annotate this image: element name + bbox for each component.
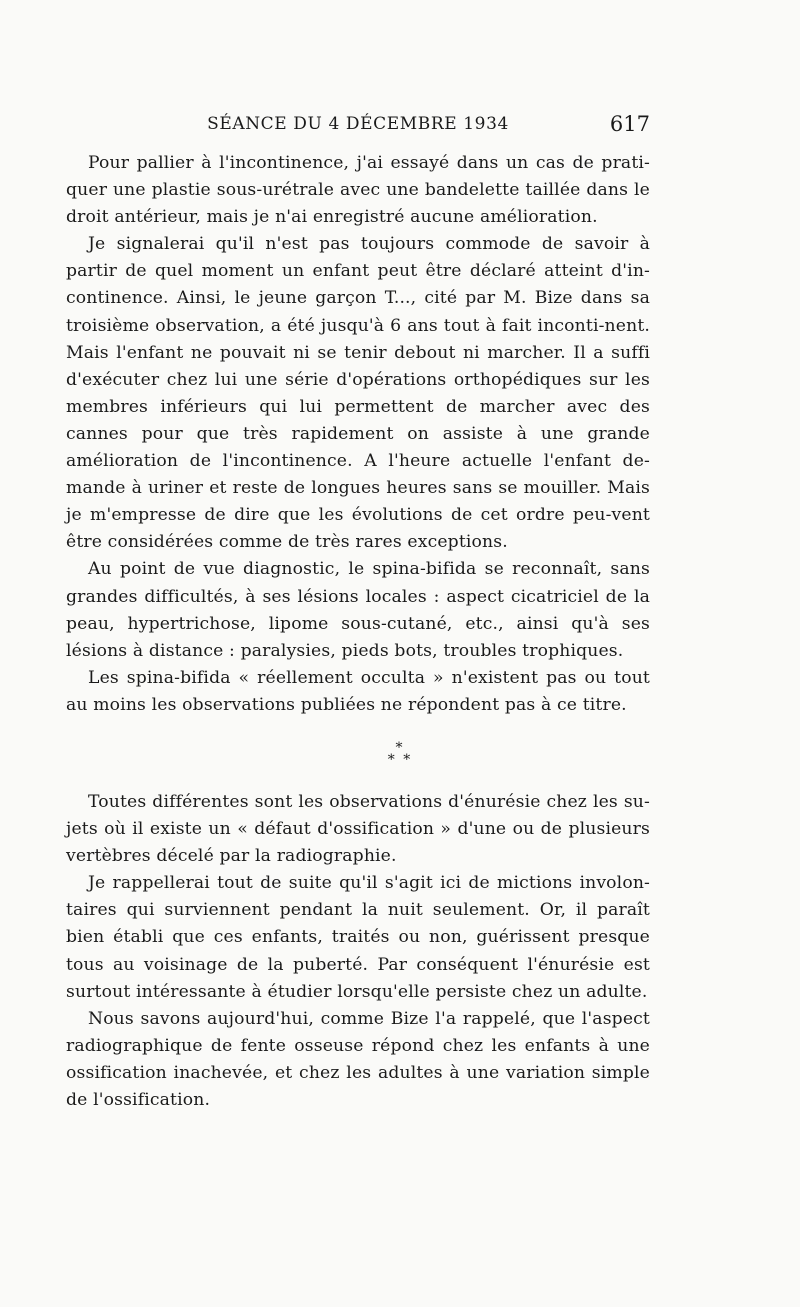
running-title: SÉANCE DU 4 DÉCEMBRE 1934 [207, 114, 509, 134]
asterism-bottom: * * [387, 752, 413, 768]
paragraph-enuresie: Toutes différentes sont les observations d'énurésie chez les su-jets où il existe un « défaut d'ossification » d'une ou de plusieurs vertèbres décelé par la radiographie. [66, 792, 650, 867]
section-separator [0, 742, 800, 766]
paragraph-signalerai: Je signalerai qu'il n'est pas toujours commode de savoir à partir de quel moment un enfant peut être déclaré atteint d'in-continence. Ainsi, le jeune garçon T..., cité par M. Bize dans sa troisième observation, a été jusqu'à 6 ans tout à fait inconti-nent. Mais l'enfant ne pouvait ni se tenir debout ni marcher. Il a suffi d'exécuter chez lui une série d'opérations orthopédiques sur les membres inférieurs qui lui permettent de marcher avec des cannes pour que très rapidement on assiste à une grande amélioration de l'incontinence. A l'heure actuelle l'enfant de-mande à uriner et reste de longues heures sans se mouiller. Mais je m'empresse de dire que les évolutions de cet ordre peu-vent être considérées comme de très rares exceptions. [66, 234, 650, 553]
page-number: 617 [609, 112, 650, 136]
body-text-bottom [66, 789, 650, 1114]
body-text-top [66, 150, 650, 719]
paragraph-diagnostic: Au point de vue diagnostic, le spina-bifida se reconnaît, sans grandes difficultés, à ses lésions locales : aspect cicatriciel de la peau, hypertrichose, lipome sous-cutané, etc., ainsi qu'à ses lésions à distance : paralysies, pieds bots, troubles trophiques. [66, 559, 650, 661]
asterism-top: * [395, 740, 405, 756]
paragraph-spina-bifida-occulta: Les spina-bifida « réellement occulta » n'existent pas ou tout au moins les observations publiées ne répondent pas à ce titre. [66, 667, 650, 715]
paragraph-mictions: Je rappellerai tout de suite qu'il s'agit ici de mictions involon-taires qui surviennent pendant la nuit seulement. Or, il paraît bien établi que ces enfants, traités ou non, guérissent presque tous au voisinage de la puberté. Par conséquent l'énurésie est surtout intéressante à étudier lorsqu'elle persiste chez un adulte. [66, 873, 650, 1002]
running-head [66, 110, 650, 140]
paragraph-incontinence-plastie: Pour pallier à l'incontinence, j'ai essayé dans un cas de prati-quer une plastie sous-urétrale avec une bandelette taillée dans le droit antérieur, mais je n'ai enregistré aucune amélioration. [66, 153, 650, 228]
paragraph-radiographique: Nous savons aujourd'hui, comme Bize l'a rappelé, que l'aspect radiographique de fente osseuse répond chez les enfants à une ossification inachevée, et chez les adultes à une variation simple de l'ossification. [66, 1008, 650, 1111]
